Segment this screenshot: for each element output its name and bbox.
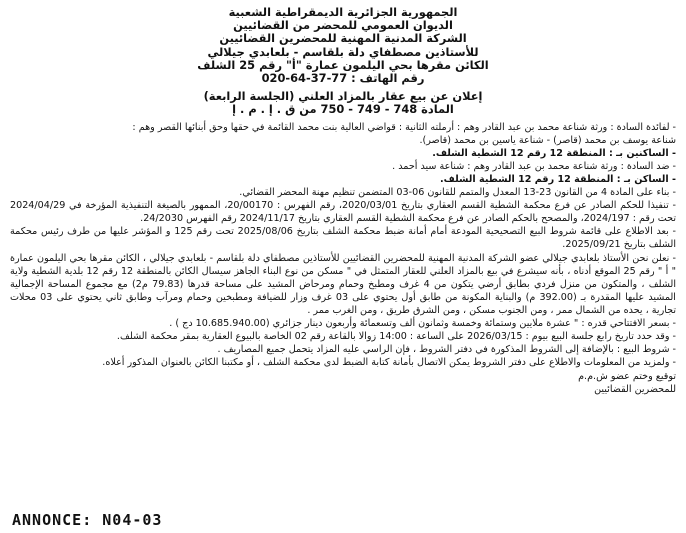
body-paragraph: - الساكن بـ : المنطقة 12 رقم 12 الشطية الشلف. xyxy=(440,174,676,185)
body-paragraph: - لفائدة السادة : ورثة شناعة محمد بن عبد القادر وهم : أرملته الثانية : قواضي العالية بنت محمد القائمة في حقها وحق أبنائها القصر وهم : xyxy=(132,121,676,133)
signature-block xyxy=(10,370,676,396)
body-paragraph: شناعة يوسف بن محمد (قاصر) - شناعة ياسين بن محمد (قاصر). xyxy=(419,134,676,146)
body-paragraph: - تنفيذا للحكم الصادر عن فرع محكمة الشطية القسم العقاري بتاريخ 2020/03/01، رقم الفهرس : 20/00170، الممهور بالصيغة التنفيذية المؤرخة في 2024/04/29 تحت رقم : 2024/197، والمصحح بالحكم الصادر عن فرع محكمة الشطية القسم العقاري بتاريخ 2024/11/17 رقم الفهرس 24/2030. xyxy=(10,200,676,225)
announcement-number: ANNONCE: N04-03 xyxy=(12,511,163,529)
body-paragraph: - بعد الاطلاع على قائمة شروط البيع التصحيحية المودعة أمام أمانة ضبط محكمة الشلف بتاريخ 2025/08/06 تحت رقم 125 و المؤشر عليها من طرف رئيس محكمة الشلف بتاريخ 2025/09/21. xyxy=(10,226,676,251)
document-header xyxy=(10,6,676,117)
header-address: الكائن مقرها بحي اليلمون عمارة "أ" رقم 25 الشلف xyxy=(197,57,489,72)
body-paragraph: - ضد السادة : ورثة شناعة محمد بن عبد القادر وهم : شناعة سيد أحمد . xyxy=(392,160,676,172)
signature-line: توقيع وختم عضو ش.م.م xyxy=(578,371,676,383)
body-paragraph: - شروط البيع : بالإضافة إلى الشروط المذكورة في دفتر الشروط ، فإن الراسي عليه المزاد يتحمل جميع المصاريف . xyxy=(217,344,676,356)
header-phone: رقم الهاتف : 77-37-64-020 xyxy=(261,71,425,86)
header-republic: الجمهورية الجزائرية الديمقراطية الشعبية xyxy=(228,5,458,19)
body-paragraph: - ولمزيد من المعلومات والاطلاع على دفتر الشروط يمكن الاتصال بأمانة كتابة الضبط لدى محكمة الشلف ، أو مكتبنا الكائن بالعنوان المذكور أعلاه. xyxy=(102,357,676,369)
header-office: الديوان العمومي للمحضر من القضائيين xyxy=(233,18,453,33)
body-paragraph: - الساكنين بـ : المنطقة 12 رقم 12 الشطية الشلف. xyxy=(432,147,676,159)
header-title: إعلان عن بيع عقار بالمزاد العلني (الجلسة الرابعة) xyxy=(203,89,483,104)
body-paragraph: - بناء على المادة 4 من القانون 23-13 المعدل والمتمم للقانون 06-03 المتضمن تنظيم مهنة المحضر القضائي. xyxy=(239,187,676,199)
header-company: الشركة المدنية المهنية للمحضرين القضائيين xyxy=(219,31,467,46)
body-paragraph: - وقد حدد تاريخ رابع جلسة البيع بيوم : 2026/03/15 على الساعة : 14:00 زوالا بالقاعة رقم 02 الخاصة بالبيوع العقارية بمقر محكمة الشلف. xyxy=(116,331,676,343)
announcement-body xyxy=(10,121,676,370)
body-paragraph: - نعلن نحن الأستاذ بلعابدي جيلالي عضو الشركة المدنية المهنية للمحضرين القضائيين للأستاذين مصطفاي دلة بلقاسم - بلعابدي جيلالي ، الكائن مقرها بحي اليلمون عمارة " أ " رقم 25 الموقع أدناه ، بأنه سيشرع في بيع بالمزاد العلني للعقار المتمثل في " مسكن من نوع البناء الجاهز سيسال الكائن بالمنطقة 12 رقم 12 بلدية الشطية ولاية الشلف ، والمتكون من منزل فردي بطابق أرضي يتكون من 4 غرف ومطبخ وحمام ومرحاض المشيد على مساحة قدرها (79.83 م2) مع مجموع المساحة الإجمالية المشيد عليها المقدرة بـ (392.00 م) والبناية المكونة من طابق أول يحتوي على 03 غرف وزار للضيافة ومطبخين وحمام ومرآب وطابق ثاني يحتوي على 03 محلات تجارية ، يحده من الشمال ممر ، ومن الجنوب مسكن ، ومن الشرق طريق ، ومن الغرب ممر . xyxy=(10,252,677,316)
header-articles: المادة 748 - 749 - 750 من ق . إ . م . إ xyxy=(232,102,454,117)
body-paragraph: - بسعر الافتتاحي قدره : " عشرة ملايين وستمائة وخمسة وثمانون ألف وتسعمائة وأربعون دينار جزائري (10.685.940.00 دج ) . xyxy=(169,318,676,330)
header-bailiffs: للأستاذين مصطفاي دلة بلقاسم - بلعابدي جيلالي xyxy=(207,44,479,59)
signature-line: للمحضرين القضائيين xyxy=(594,384,676,396)
